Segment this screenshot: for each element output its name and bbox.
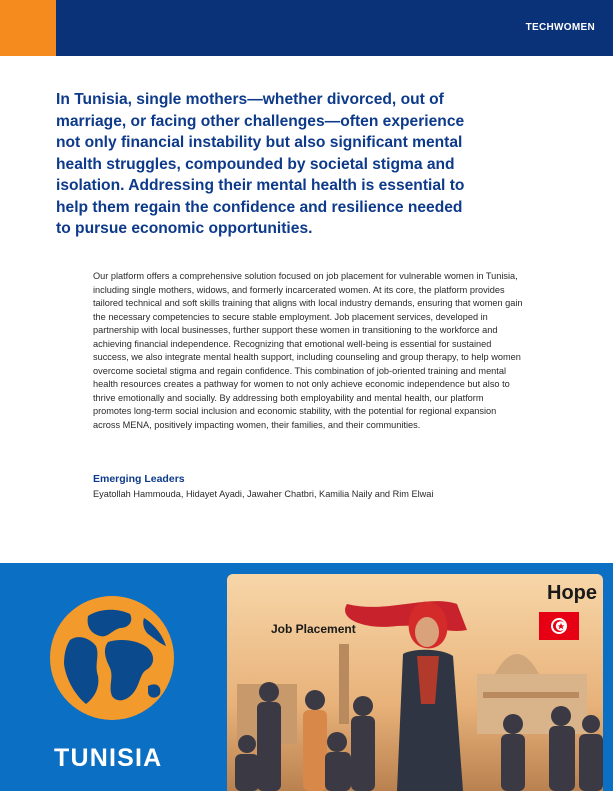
job-placement-label: Job Placement <box>271 622 356 636</box>
leaders-heading: Emerging Leaders <box>93 473 185 485</box>
body-paragraph: Our platform offers a comprehensive solution focused on job placement for vulnerable women in Tunisia, including single mothers, widows, and formerly incarcerated women. At its core, the platform provides tailored technical and soft skills training that aligns with local industry demands, ensuring that women gain the necessary competencies to secure stable employment. Job placement services, developed in partnership with local businesses, further support these women in transitioning to the workforce and achieving financial independence. Recognizing that emotional well-being is essential for sustained success, we also integrate mental health support, including counseling and group therapy, to help women overcome societal stigma and regain confidence. This combination of job-oriented training and mental health resources creates a pathway for women to not only achieve economic independence but also to thrive emotionally and socially. By addressing both employability and mental health, our platform promotes long-term social inclusion and economic stability, with the potential for regional expansion across MENA, positively impacting women, their families, and their communities. <box>93 271 523 430</box>
brand-logo: TECHWOMEN <box>525 22 595 33</box>
leaders-names: Eyatollah Hammouda, Hidayet Ayadi, Jawaher Chatbri, Kamilia Naily and Rim Elwai <box>93 489 434 499</box>
illustration-image <box>227 574 603 791</box>
country-title: TUNISIA <box>54 744 163 772</box>
header-bar <box>0 0 613 56</box>
tunisia-flag-icon <box>539 612 579 640</box>
orange-accent-block <box>0 0 56 56</box>
globe-icon <box>48 594 176 722</box>
intro-statement: In Tunisia, single mothers—whether divorced, out of marriage, or facing other challenges—often experience not only financial instability but also significant mental health struggles, compounded by societal stigma and isolation. Addressing their mental health is essential to help them regain the confidence and resilience needed to pursue economic opportunities. <box>56 91 465 237</box>
illustration-scene <box>227 574 603 791</box>
hope-label: Hope <box>547 582 597 604</box>
